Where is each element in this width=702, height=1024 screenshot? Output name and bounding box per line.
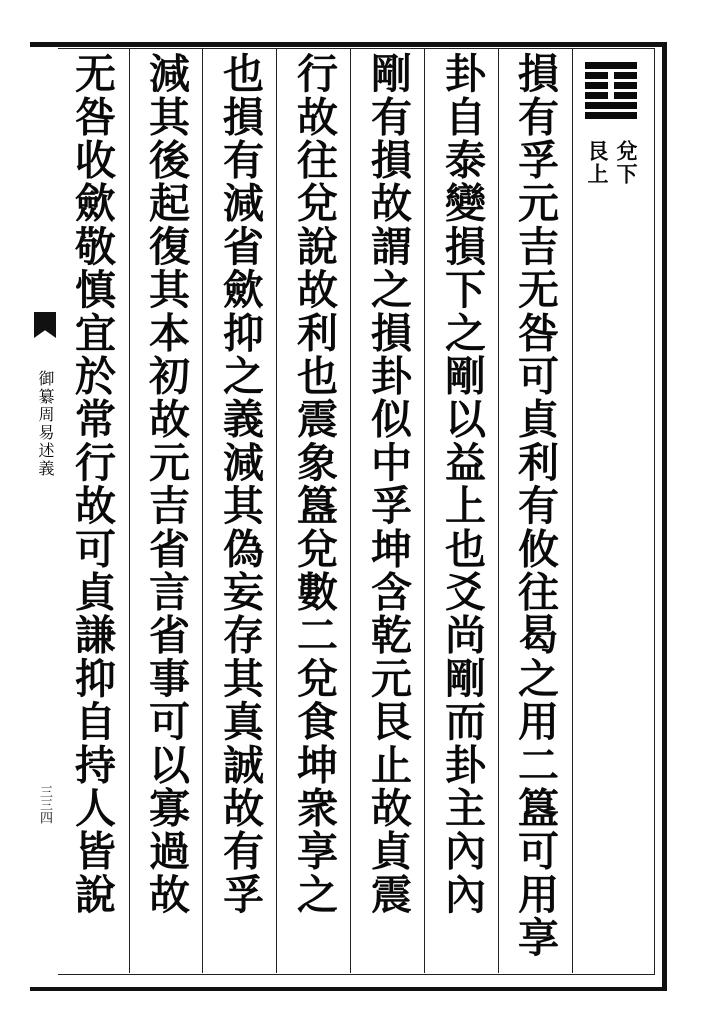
lower-trigram-note: 兌下 [614, 140, 639, 186]
hexagram-line-yang [585, 62, 637, 69]
column-rule [498, 48, 499, 973]
column-rule [572, 48, 573, 973]
column-rule [276, 48, 277, 973]
text-column-7: 无咎收歛敬慎宜於常行故可貞謙抑自持人皆說 [68, 52, 116, 916]
column-rule [350, 48, 351, 973]
hexagram-line-yang [585, 102, 637, 109]
book-title: 御纂周易述義 [36, 370, 55, 478]
text-column-1: 損有孚元吉无咎可貞利有攸往曷之用二簋可用享 [511, 52, 559, 960]
text-column-4: 行故往兌說故利也震象簋兌數二兌食坤衆享之 [290, 52, 338, 916]
text-column-6: 減其後起復其本初故元吉省言省事可以寡過故 [142, 52, 190, 916]
hexagram-line-yang [585, 112, 637, 119]
hexagram-sun-icon [585, 62, 637, 122]
margin-strip [33, 50, 57, 975]
hexagram-line-yin [585, 82, 637, 89]
text-column-3: 剛有損故謂之損卦似中孚坤含乾元艮止故貞震 [364, 52, 412, 916]
upper-trigram-note: 艮上 [585, 140, 610, 186]
text-column-5: 也損有減省歛抑之義減其偽妄存其真誠故有孚 [216, 52, 264, 916]
column-rule [129, 48, 130, 973]
column-rule [424, 48, 425, 973]
text-column-2: 卦自泰變損下之剛以益上也爻尚剛而卦主內內 [438, 52, 486, 916]
page-number: 三三四 [37, 785, 52, 824]
hexagram-line-yin [585, 72, 637, 79]
hexagram-line-yin [585, 92, 637, 99]
column-rule [202, 48, 203, 973]
